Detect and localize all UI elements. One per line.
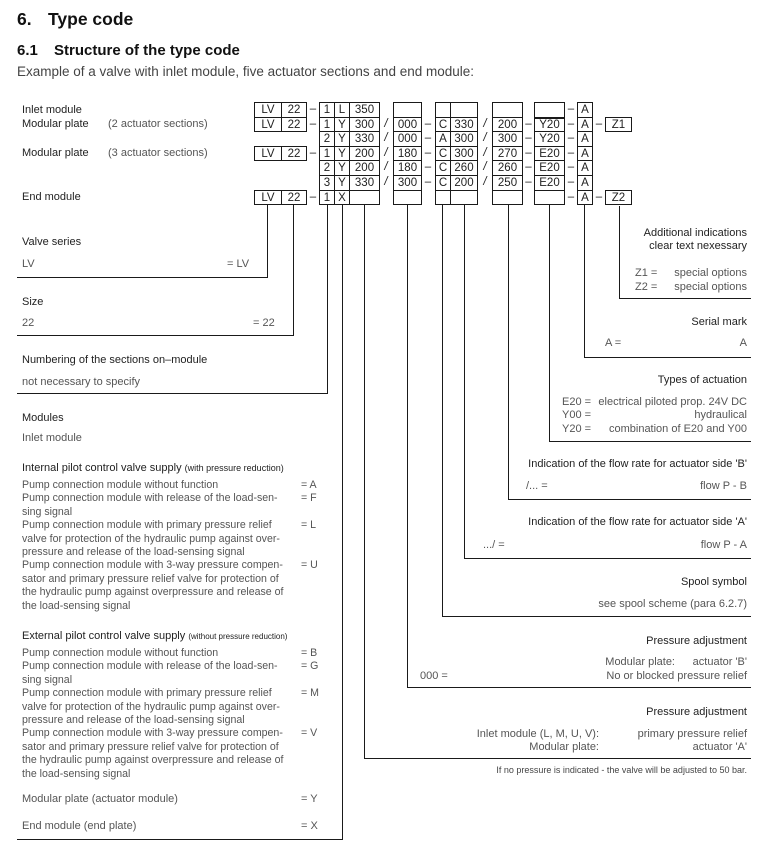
separator: / <box>483 132 487 145</box>
footnote: If no pressure is indicated - the valve will be adjusted to 50 bar. <box>496 765 747 775</box>
cell-series: LV <box>254 102 282 118</box>
separator: – <box>309 146 317 159</box>
pressure-b-value: actuator 'B' <box>692 656 747 668</box>
actuation-code: Y20 = <box>562 423 592 435</box>
cell-pressure-a: 300 <box>349 117 380 133</box>
pressure-b-label: Modular plate: <box>605 656 675 668</box>
separator: – <box>525 132 532 145</box>
item-text: the load-sensing signal <box>22 599 131 612</box>
cell-module-type: Y <box>334 117 350 133</box>
code-row <box>0 160 763 176</box>
numbering-value: not necessary to specify <box>22 376 141 388</box>
subsection-heading <box>17 42 240 59</box>
item-text: Pump connection module with 3-way pressure compen- <box>22 559 283 572</box>
separator: – <box>424 146 432 159</box>
cell-size: 22 <box>281 117 307 133</box>
cell-actuation <box>534 190 565 206</box>
cell-extra-z2: Z2 <box>605 190 632 206</box>
cell-actuation: Y20 <box>534 131 565 147</box>
cell-flow-a: 300 <box>450 131 478 147</box>
connector-line <box>584 205 585 358</box>
item-text: Pump connection module with 3-way pressure compen- <box>22 727 283 740</box>
cell-flow-b: 250 <box>492 175 523 191</box>
code-row <box>0 102 763 118</box>
modules-title: Modules <box>22 412 64 424</box>
connector-line <box>619 206 620 299</box>
z2-desc: special options <box>674 281 747 293</box>
separator: – <box>567 161 575 174</box>
cell-pressure-b: 180 <box>393 160 422 176</box>
cell-flow-a: 260 <box>450 160 478 176</box>
cell-series: LV <box>254 146 282 162</box>
item-text: sing signal <box>22 505 73 518</box>
cell-pressure-b: 000 <box>393 117 422 133</box>
item-text: sator and primary pressure relief valve for protection of <box>22 572 279 585</box>
serial-mark-code: A = <box>605 337 622 349</box>
connector-line <box>327 205 328 394</box>
cell-spool <box>435 190 451 206</box>
z1-code: Z1 = <box>635 267 658 279</box>
section-number: 6. <box>17 9 32 29</box>
cell-spool <box>435 102 451 118</box>
cell-size: 22 <box>281 190 307 206</box>
code-row <box>0 175 763 191</box>
flow-a-title: Indication of the flow rate for actuator side 'A' <box>528 516 747 528</box>
size-title: Size <box>22 296 44 308</box>
separator: / <box>384 132 388 145</box>
item-code: = A <box>301 479 317 491</box>
cell-serial: A <box>577 160 593 176</box>
cell-module-type: X <box>334 190 350 206</box>
actuation-desc: hydraulical <box>694 409 747 421</box>
cell-serial: A <box>577 146 593 162</box>
cell-pressure-b: 300 <box>393 175 422 191</box>
cell-spool: C <box>435 146 451 162</box>
actuation-code: E20 = <box>562 396 592 408</box>
cell-pressure-b <box>393 190 422 206</box>
internal-supply-title: Internal pilot control valve supply <box>22 462 182 474</box>
connector-line <box>267 205 268 278</box>
separator: – <box>424 161 432 174</box>
valve-series-title: Valve series <box>22 236 82 248</box>
separator: – <box>309 117 317 130</box>
code-row <box>0 131 763 147</box>
cell-flow-b: 300 <box>492 131 523 147</box>
connector-line <box>407 205 408 688</box>
cell-spool: C <box>435 117 451 133</box>
separator: – <box>424 176 432 188</box>
connector-line <box>508 499 751 500</box>
internal-supply-list <box>22 479 342 613</box>
row-label-inlet: Inlet module <box>22 104 82 116</box>
subsection-title: Structure of the type code <box>54 42 240 59</box>
connector-line <box>293 205 294 336</box>
separator: – <box>567 103 575 115</box>
separator: – <box>567 190 575 203</box>
item-code: = F <box>301 492 317 505</box>
list-item <box>22 479 342 492</box>
list-item <box>22 519 342 559</box>
item-text: Pump connection module with primary pressure relief <box>22 519 272 532</box>
item-text: sator and primary pressure relief valve for protection of <box>22 740 279 753</box>
separator: – <box>525 161 532 174</box>
cell-pressure-a: 330 <box>349 131 380 147</box>
separator: – <box>309 103 317 115</box>
separator: – <box>525 117 532 130</box>
connector-line <box>442 205 443 617</box>
cell-flow-b: 260 <box>492 160 523 176</box>
cell-pressure-b: 000 <box>393 131 422 147</box>
cell-actuation: E20 <box>534 175 565 191</box>
item-code: = U <box>301 559 318 572</box>
cell-series: LV <box>254 190 282 206</box>
pressure-a-label: Modular plate: <box>529 741 599 753</box>
row-label-modular-2: Modular plate <box>22 118 89 130</box>
cell-actuation: E20 <box>534 146 565 162</box>
additional-title: Additional indications <box>643 227 747 239</box>
cell-serial: A <box>577 190 593 206</box>
cell-serial: A <box>577 102 593 118</box>
connector-line <box>407 687 751 688</box>
actuation-desc: electrical piloted prop. 24V DC <box>598 396 747 408</box>
cell-size: 22 <box>281 102 307 118</box>
flow-a-code: .../ = <box>483 539 505 551</box>
section-heading <box>17 9 133 30</box>
code-row <box>0 117 763 133</box>
row-note-modular-3: (3 actuator sections) <box>108 147 208 159</box>
additional-subtitle: clear text nexessary <box>649 240 747 252</box>
cell-size: 22 <box>281 146 307 162</box>
z1-desc: special options <box>674 267 747 279</box>
row-label-modular-3: Modular plate <box>22 147 89 159</box>
valve-series-value: LV <box>22 258 35 270</box>
actuation-code: Y00 = <box>562 409 592 421</box>
cell-spool: A <box>435 131 451 147</box>
internal-supply-note: (with pressure reduction) <box>184 463 284 473</box>
separator: – <box>567 176 575 188</box>
connector-line <box>17 393 328 394</box>
cell-flow-a: 330 <box>450 117 478 133</box>
pressure-b-title: Pressure adjustment <box>646 635 747 647</box>
flow-b-code: /... = <box>526 480 548 492</box>
item-text: valve for protection of the hydraulic pump against over- <box>22 532 280 545</box>
size-value: 22 <box>22 317 35 329</box>
connector-line <box>584 357 751 358</box>
item-code: = M <box>301 687 319 700</box>
intro-text: Example of a valve with inlet module, five actuator sections and end module: <box>17 64 475 79</box>
cell-module-type: Y <box>334 175 350 191</box>
cell-flow-a: 200 <box>450 175 478 191</box>
separator: – <box>525 146 532 159</box>
cell-actuation: Y20 <box>534 117 565 133</box>
code-row <box>0 190 763 206</box>
cell-module-type: Y <box>334 146 350 162</box>
actuation-desc: combination of E20 and Y00 <box>608 423 747 435</box>
serial-mark-title: Serial mark <box>691 316 747 328</box>
cell-actuation <box>534 102 565 118</box>
item-text: Pump connection module with primary pressure relief <box>22 687 272 700</box>
list-item <box>22 647 342 660</box>
separator: / <box>483 117 487 130</box>
connector-line <box>364 205 365 759</box>
cell-flow-b <box>492 190 523 206</box>
flow-b-value: flow P - B <box>700 480 747 492</box>
spool-value: see spool scheme (para 6.2.7) <box>598 598 747 610</box>
list-item <box>22 559 342 613</box>
connector-line <box>549 441 751 442</box>
item-text: the hydraulic pump against overpressure and release of <box>22 586 284 599</box>
separator: / <box>483 146 487 159</box>
cell-number: 1 <box>319 146 335 162</box>
code-row <box>0 146 763 162</box>
connector-line <box>508 205 509 500</box>
separator: / <box>384 146 388 159</box>
modular-plate-label: Modular plate (actuator module) <box>22 793 178 805</box>
list-item <box>22 727 342 781</box>
item-code: = L <box>301 519 317 532</box>
valve-series-code: = LV <box>227 258 250 270</box>
cell-module-type: Y <box>334 131 350 147</box>
pressure-a-label: Inlet module (L, M, U, V): <box>476 728 599 740</box>
cell-pressure-a <box>349 190 380 206</box>
external-supply-note: (without pressure reduction) <box>188 632 288 641</box>
cell-number: 1 <box>319 190 335 206</box>
separator: / <box>384 161 388 174</box>
connector-line <box>464 205 465 559</box>
cell-number: 1 <box>319 102 335 118</box>
actuation-title: Types of actuation <box>657 374 747 386</box>
subsection-number: 6.1 <box>17 42 38 59</box>
separator: / <box>384 176 388 188</box>
item-text: pressure and release of the load-sensing signal <box>22 714 245 727</box>
pressure-a-value: actuator 'A' <box>692 741 747 753</box>
separator: / <box>384 117 388 130</box>
pressure-b-code-desc: No or blocked pressure relief <box>606 670 747 682</box>
pressure-a-value: primary pressure relief <box>637 728 747 740</box>
separator <box>422 102 434 118</box>
list-item <box>22 492 342 519</box>
cell-serial: A <box>577 117 593 133</box>
cell-flow-b: 200 <box>492 117 523 133</box>
separator <box>380 102 392 118</box>
separator: – <box>595 190 603 203</box>
cell-pressure-b: 180 <box>393 146 422 162</box>
modular-plate-code: = Y <box>301 793 318 805</box>
item-text: Pump connection module with release of the load-sen- <box>22 492 278 505</box>
connector-line <box>364 758 751 759</box>
pressure-a-title: Pressure adjustment <box>646 706 747 718</box>
end-module-label: End module (end plate) <box>22 820 137 832</box>
size-code: = 22 <box>253 317 275 329</box>
item-text: Pump connection module with release of the load-sen- <box>22 660 278 673</box>
list-item <box>22 687 342 727</box>
cell-series: LV <box>254 117 282 133</box>
connector-line <box>17 277 268 278</box>
separator: – <box>424 132 432 145</box>
section-title: Type code <box>48 9 134 29</box>
z2-code: Z2 = <box>635 281 658 293</box>
cell-number: 2 <box>319 160 335 176</box>
cell-module-type: L <box>334 102 350 118</box>
cell-spool: C <box>435 175 451 191</box>
cell-pressure-b <box>393 102 422 118</box>
cell-number: 2 <box>319 131 335 147</box>
flow-a-value: flow P - A <box>700 539 747 551</box>
external-supply-title: External pilot control valve supply <box>22 630 186 642</box>
cell-pressure-a: 330 <box>349 175 380 191</box>
separator: – <box>567 132 575 145</box>
connector-line <box>17 335 294 336</box>
serial-mark-value: A <box>739 337 747 349</box>
item-text: the load-sensing signal <box>22 767 131 780</box>
cell-flow-b <box>492 102 523 118</box>
connector-line <box>619 298 751 299</box>
cell-actuation: E20 <box>534 160 565 176</box>
end-module-code: = X <box>301 820 318 832</box>
connector-line <box>442 616 751 617</box>
item-code: = V <box>301 727 318 740</box>
cell-pressure-a: 200 <box>349 160 380 176</box>
connector-line <box>342 205 343 840</box>
modules-subtitle: Inlet module <box>22 432 82 444</box>
item-text: Pump connection module without function <box>22 479 219 491</box>
separator: – <box>595 117 603 130</box>
cell-number: 3 <box>319 175 335 191</box>
cell-flow-a <box>450 190 478 206</box>
cell-flow-a: 300 <box>450 146 478 162</box>
row-note-modular-2: (2 actuator sections) <box>108 118 208 130</box>
item-text: the hydraulic pump against overpressure and release of <box>22 754 284 767</box>
flow-b-title: Indication of the flow rate for actuator side 'B' <box>528 458 747 470</box>
item-code: = G <box>301 660 319 673</box>
cell-serial: A <box>577 131 593 147</box>
cell-extra-z1: Z1 <box>605 117 632 133</box>
cell-number: 1 <box>319 117 335 133</box>
item-code: = B <box>301 647 318 659</box>
separator: – <box>567 117 575 130</box>
separator: – <box>424 117 432 130</box>
separator: – <box>567 146 575 159</box>
numbering-title: Numbering of the sections on–module <box>22 354 208 366</box>
spool-title: Spool symbol <box>680 576 747 588</box>
separator: – <box>525 176 532 188</box>
separator: / <box>483 161 487 174</box>
cell-pressure-a: 200 <box>349 146 380 162</box>
cell-spool: C <box>435 160 451 176</box>
item-text: pressure and release of the load-sensing signal <box>22 546 245 559</box>
internal-supply-heading <box>22 462 284 475</box>
connector-line <box>17 839 343 840</box>
cell-module-type: Y <box>334 160 350 176</box>
row-label-end: End module <box>22 191 81 203</box>
pressure-b-code: 000 = <box>420 670 448 682</box>
cell-flow-a <box>450 102 478 118</box>
external-supply-list <box>22 647 342 781</box>
cell-flow-b: 270 <box>492 146 523 162</box>
connector-line <box>464 558 751 559</box>
cell-pressure-a: 350 <box>349 102 380 118</box>
item-text: valve for protection of the hydraulic pump against over- <box>22 700 280 713</box>
separator <box>523 102 534 118</box>
separator: – <box>309 190 317 203</box>
list-item <box>22 660 342 687</box>
separator: / <box>483 176 487 188</box>
item-text: sing signal <box>22 673 73 686</box>
connector-line <box>549 205 550 442</box>
external-supply-heading <box>22 630 287 643</box>
item-text: Pump connection module without function <box>22 647 219 659</box>
cell-serial: A <box>577 175 593 191</box>
separator <box>479 102 491 118</box>
